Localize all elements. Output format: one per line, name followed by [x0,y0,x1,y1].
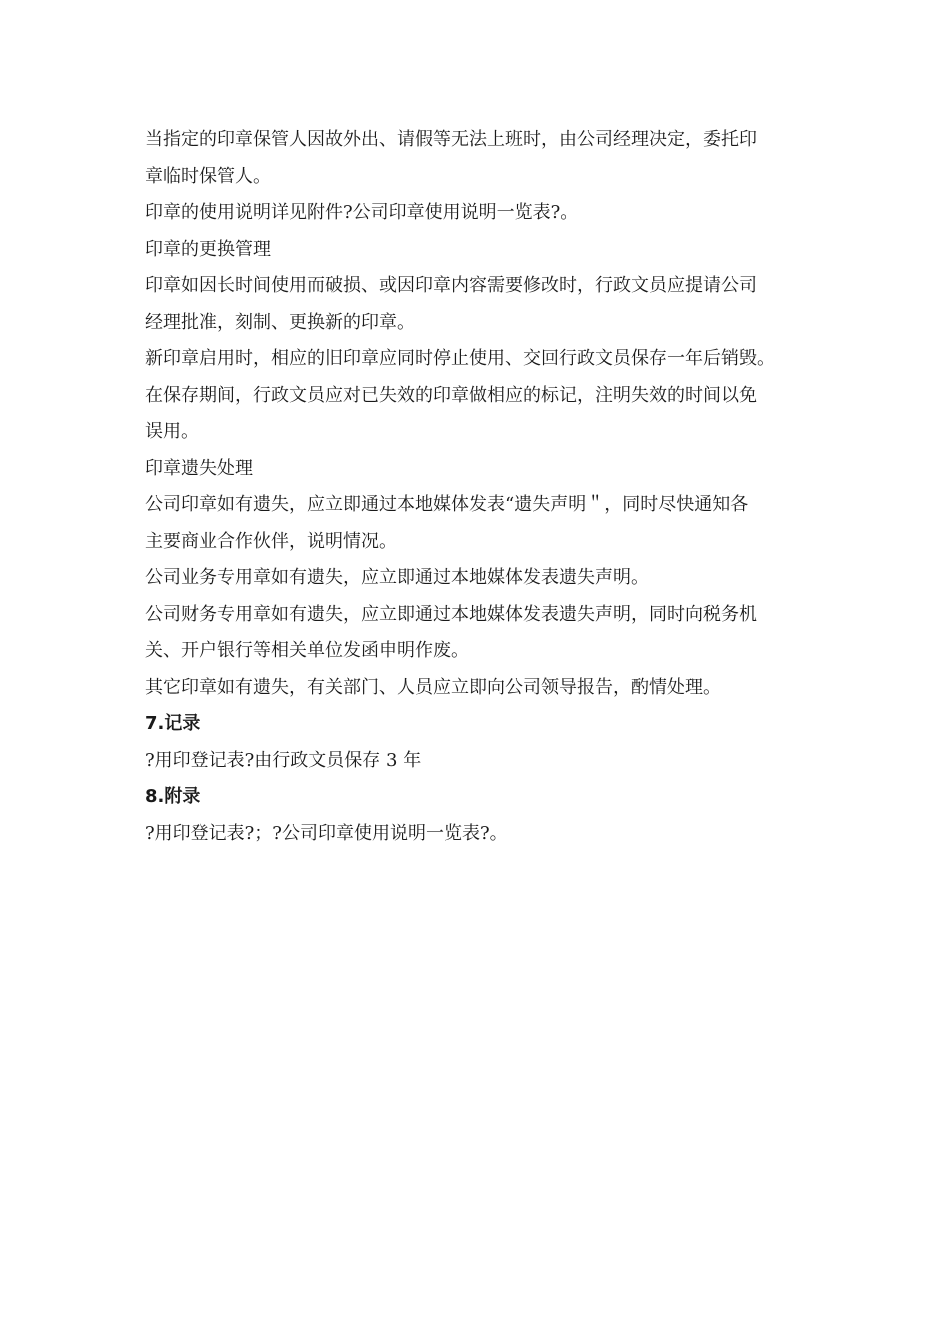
paragraph-line: 关、开户银行等相关单位发函申明作废。 [145,640,469,661]
paragraph-line: 当指定的印章保管人因故外出、请假等无法上班时，由公司经理决定，委托印 [145,129,757,150]
paragraph-line: 印章如因长时间使用而破损、或因印章内容需要修改时，行政文员应提请公司 [145,275,757,296]
section-8-text: ?用印登记表?；?公司印章使用说明一览表?。 [145,822,508,844]
paragraph-line: 其它印章如有遗失，有关部门、人员应立即向公司领导报告，酌情处理。 [145,676,721,698]
section-7-text: ?用印登记表?由行政文员保存 3 年 [145,749,422,771]
paragraph-line: 经理批准，刻制、更换新的印章。 [145,311,415,333]
paragraph-line: 公司业务专用章如有遗失，应立即通过本地媒体发表遗失声明。 [145,567,649,588]
paragraph-line: 主要商业合作伙伴，说明情况。 [145,530,397,552]
paragraph-line: 在保存期间，行政文员应对已失效的印章做相应的标记，注明失效的时间以免 [145,384,757,406]
document-body [145,122,817,852]
paragraph-line: 公司印章如有遗失，应立即通过本地媒体发表“遗失声明＂，同时尽快通知各 [145,494,749,515]
section-8-heading: 8.附录 [145,786,201,807]
subheading-line: 印章遗失处理 [145,457,253,479]
section-7-heading: 7.记录 [145,713,201,734]
paragraph-line: 章临时保管人。 [145,165,271,187]
paragraph-line: 印章的使用说明详见附件?公司印章使用说明一览表?。 [145,202,579,223]
paragraph-line: 新印章启用时，相应的旧印章应同时停止使用、交回行政文员保存一年后销毁。 [145,348,775,369]
subheading-line: 印章的更换管理 [145,238,271,260]
paragraph-line: 误用。 [145,421,199,442]
paragraph-line: 公司财务专用章如有遗失，应立即通过本地媒体发表遗失声明，同时向税务机 [145,603,757,625]
